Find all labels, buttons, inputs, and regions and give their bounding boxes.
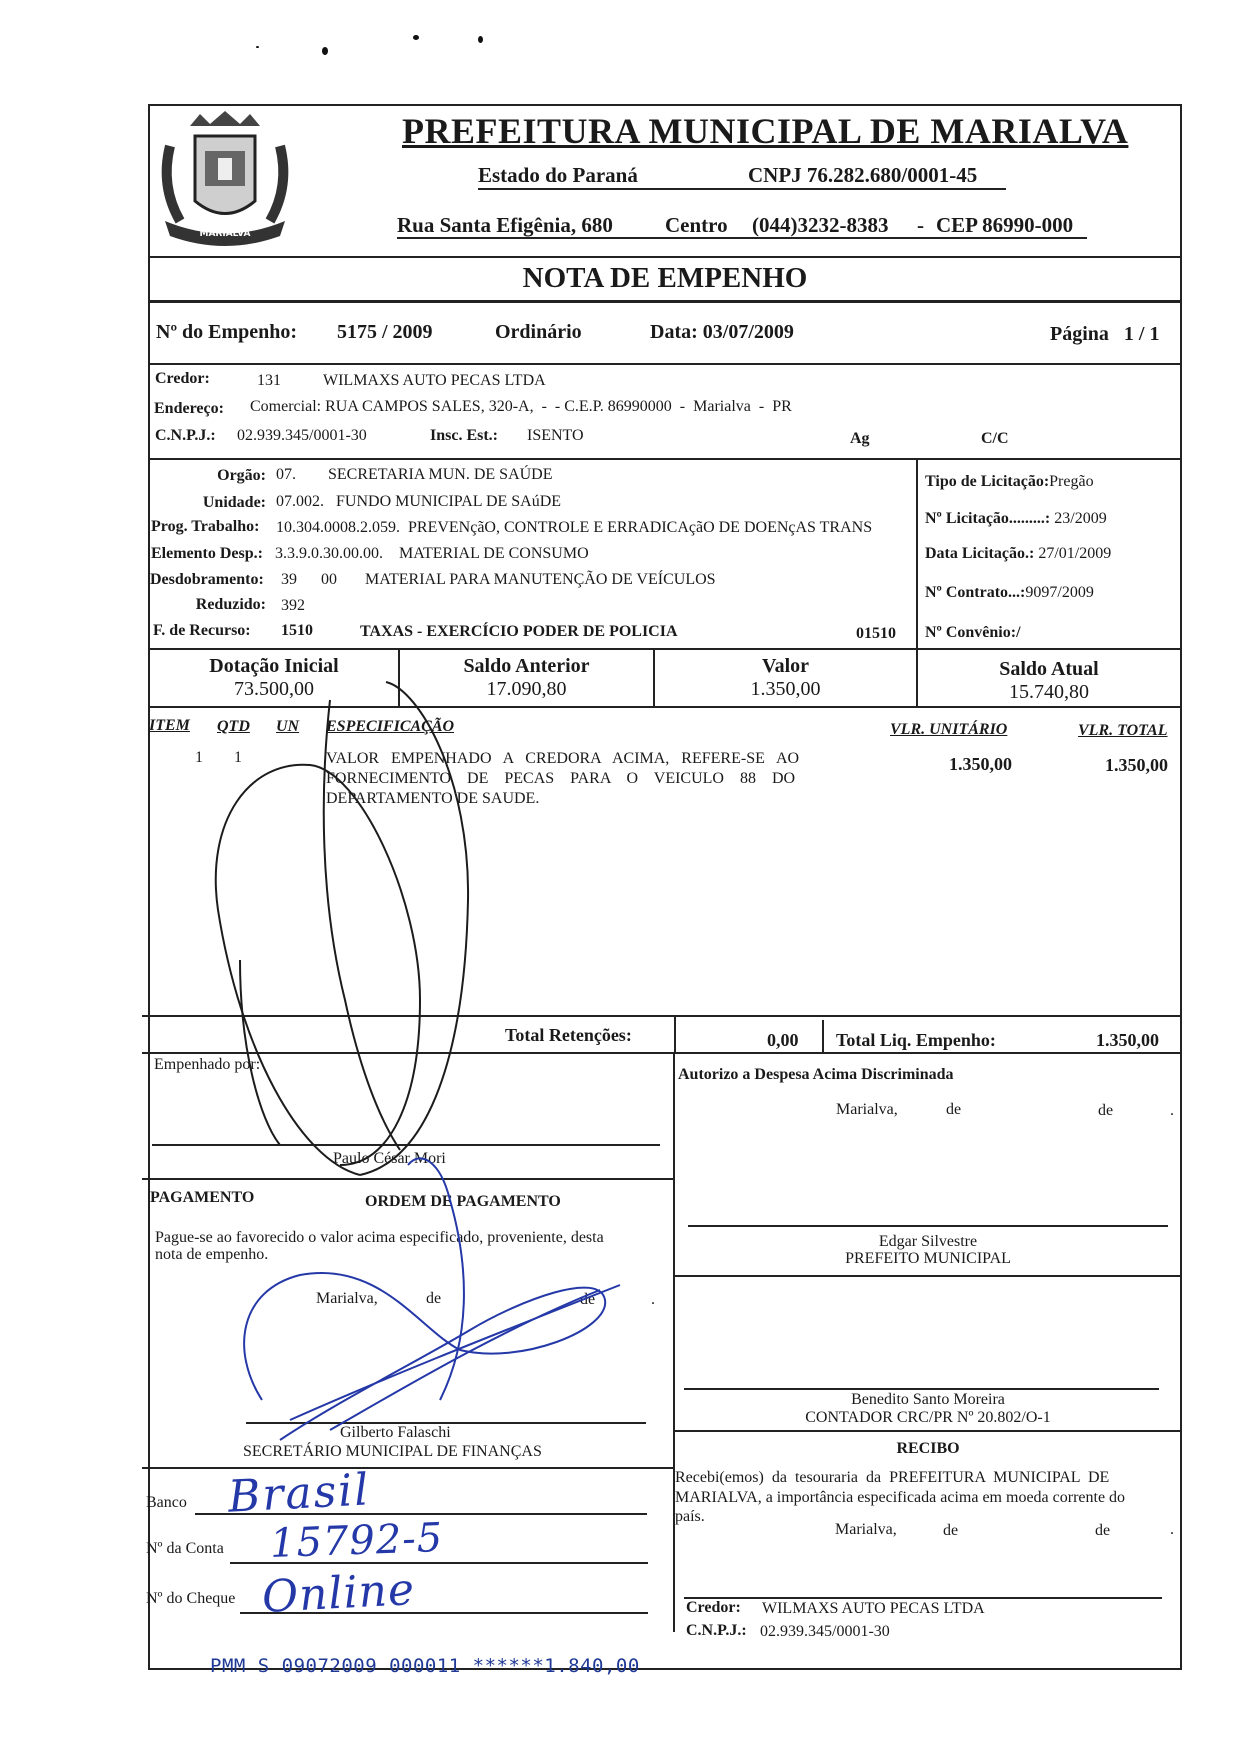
orgao-label: Orgão: <box>217 467 266 484</box>
col-qtd: QTD <box>217 718 250 735</box>
pagamento-label: PAGAMENTO <box>150 1189 255 1206</box>
item-number: 1 <box>195 749 203 766</box>
contador-role: CONTADOR CRC/PR Nº 20.802/O-1 <box>805 1409 1051 1426</box>
total-retencoes-label: Total Retenções: <box>505 1025 632 1045</box>
prog-label: Prog. Trabalho: <box>151 518 260 535</box>
page-number: Página 1 / 1 <box>1050 323 1160 345</box>
reduzido-label: Reduzido: <box>195 596 266 613</box>
ag-label: Ag <box>850 430 870 447</box>
address-label: Endereço: <box>154 400 224 417</box>
prog-value: 10.304.0008.2.059. PREVENçãO, CONTROLE E ERRADICAçãO DE DOENçAS TRANS <box>276 519 873 536</box>
autorizo-dot: . <box>1170 1102 1174 1119</box>
licitacao-numero: Nº Licitação.........: 23/2009 <box>925 510 1107 527</box>
signature-stroke <box>290 1285 620 1420</box>
credor-code: 131 <box>257 372 281 389</box>
signature-stroke <box>324 700 400 1150</box>
fonte-label: F. de Recurso: <box>153 622 251 639</box>
recibo-de1: de <box>943 1522 959 1539</box>
total-retencoes-value: 0,00 <box>767 1030 799 1050</box>
empenho-type: Ordinário <box>495 321 582 343</box>
elemento-label: Elemento Desp.: <box>151 545 263 562</box>
prefeito-name: Edgar Silvestre <box>878 1233 978 1250</box>
unidade-label: Unidade: <box>202 494 266 511</box>
item-qtd: 1 <box>234 749 242 766</box>
recibo-text-line1: Recebi(emos) da tesouraria da PREFEITURA MUNICIPAL DE <box>675 1469 1110 1486</box>
licitacao-tipo: Tipo de Licitação:Pregão <box>925 473 1094 490</box>
signature-stroke <box>216 765 420 1175</box>
recibo-title: RECIBO <box>896 1440 960 1457</box>
credor-address: Comercial: RUA CAMPOS SALES, 320-A, - - C.E.P. 86990000 - Marialva - PR <box>250 398 792 415</box>
saldo-dotacao-inicial: Dotação Inicial 73.500,00 <box>209 655 339 700</box>
recibo-text-line2: MARIALVA, a importância especificada acima em moeda corrente do <box>675 1489 1126 1506</box>
header-state: Estado do Paraná <box>478 163 638 187</box>
convenio: Nº Convênio:/ <box>925 624 1021 641</box>
licitacao-data: Data Licitação.: 27/01/2009 <box>925 545 1112 562</box>
autorizo-city: Marialva, <box>836 1101 898 1118</box>
empenhado-label: Empenhado por: <box>154 1056 261 1073</box>
saldo-atual: Saldo Atual 15.740,80 <box>999 658 1099 703</box>
empenho-number: 5175 / 2009 <box>337 321 433 343</box>
autorizo-label: Autorizo a Despesa Acima Discriminada <box>678 1066 954 1083</box>
fonte-value: 1510 <box>281 622 313 639</box>
recibo-cnpj: 02.939.345/0001-30 <box>760 1623 890 1640</box>
handwritten-conta: 15792-5 <box>269 1514 444 1568</box>
header-title: PREFEITURA MUNICIPAL DE MARIALVA <box>402 111 1129 151</box>
empenho-date: Data: 03/07/2009 <box>650 321 794 343</box>
signature-stroke <box>330 1290 600 1430</box>
recibo-city: Marialva, <box>835 1521 897 1538</box>
contador-name: Benedito Santo Moreira <box>851 1391 1005 1408</box>
signature-stroke <box>244 1273 605 1440</box>
contrato: Nº Contrato...:9097/2009 <box>925 584 1094 601</box>
header-phone: (044)3232-8383 <box>752 213 889 237</box>
desdobramento-value: 39 00 MATERIAL PARA MANUTENÇÃO DE VEÍCULOS <box>281 571 716 588</box>
signature-stroke <box>360 682 468 1175</box>
secretario-role: SECRETÁRIO MUNICIPAL DE FINANÇAS <box>243 1443 542 1460</box>
total-liquido-value: 1.350,00 <box>1096 1030 1159 1050</box>
saldo-valor: Valor 1.350,00 <box>750 655 821 700</box>
col-item: ITEM <box>149 717 190 734</box>
credor-name: WILMAXS AUTO PECAS LTDA <box>323 372 546 389</box>
col-total: VLR. TOTAL <box>1078 722 1168 739</box>
fonte-code: 01510 <box>856 625 896 642</box>
recibo-credor-name: WILMAXS AUTO PECAS LTDA <box>762 1600 985 1617</box>
pagamento-text-line1: Pague-se ao favorecido o valor acima especificado, proveniente, desta <box>155 1229 604 1246</box>
credor-cnpj: 02.939.345/0001-30 <box>237 427 367 444</box>
signature-stroke <box>408 1158 464 1400</box>
item-spec-line1: VALOR EMPENHADO A CREDORA ACIMA, REFERE-SE AO <box>326 750 800 767</box>
total-liquido-label: Total Liq. Empenho: <box>836 1030 996 1050</box>
insc-label: Insc. Est.: <box>430 427 499 444</box>
pagamento-de2: de <box>580 1291 596 1308</box>
item-unit-value: 1.350,00 <box>949 754 1012 774</box>
banco-label: Banco <box>146 1494 187 1511</box>
fonte-desc: TAXAS - EXERCÍCIO PODER DE POLICIA <box>360 623 678 640</box>
reduzido-value: 392 <box>281 597 305 614</box>
ordem-pagamento-label: ORDEM DE PAGAMENTO <box>365 1193 561 1210</box>
handwritten-cheque: Online <box>260 1564 417 1623</box>
conta-label: Nº da Conta <box>146 1540 224 1557</box>
svg-text:MARIALVA: MARIALVA <box>199 229 251 239</box>
pagamento-text-line2: nota de empenho. <box>155 1246 269 1263</box>
desdobramento-label: Desdobramento: <box>150 571 264 588</box>
handwritten-banco: Brasil <box>226 1464 372 1523</box>
prefeito-role: PREFEITO MUNICIPAL <box>845 1250 1011 1267</box>
cheque-label: Nº do Cheque <box>146 1590 236 1607</box>
autorizo-de2: de <box>1098 1102 1114 1119</box>
header-dash: - <box>917 213 924 237</box>
col-spec: ESPECIFICAÇÃO <box>326 718 455 735</box>
header-district: Centro <box>665 213 728 237</box>
cc-label: C/C <box>981 430 1009 447</box>
recibo-dot: . <box>1170 1521 1174 1538</box>
insc-value: ISENTO <box>527 427 584 444</box>
header-address: Rua Santa Efigênia, 680 <box>397 213 613 237</box>
bank-stamp: PMM S 09072009 000011 ******1.840,00 <box>210 1655 640 1677</box>
cnpj-label: C.N.P.J.: <box>155 427 216 444</box>
recibo-de2: de <box>1095 1522 1111 1539</box>
item-spec-line2: FORNECIMENTO DE PECAS PARA O VEICULO 88 DO <box>326 770 796 787</box>
signature-stroke <box>240 960 280 1145</box>
col-unit: VLR. UNITÁRIO <box>890 721 1008 738</box>
header-cnpj: CNPJ 76.282.680/0001-45 <box>748 163 978 187</box>
elemento-value: 3.3.9.0.30.00.00. MATERIAL DE CONSUMO <box>275 545 589 562</box>
empenho-label: Nº do Empenho: <box>156 321 298 343</box>
col-un: UN <box>276 718 300 735</box>
pagamento-city: Marialva, <box>316 1290 378 1307</box>
recibo-text-line3: país. <box>675 1508 705 1525</box>
pagamento-de1: de <box>426 1290 442 1307</box>
item-total-value: 1.350,00 <box>1105 755 1168 775</box>
orgao-value: 07. SECRETARIA MUN. DE SAÚDE <box>276 466 553 483</box>
secretario-name: Gilberto Falaschi <box>340 1424 451 1441</box>
credor-label: Credor: <box>155 370 210 387</box>
empenhado-name: Paulo César Mori <box>333 1150 446 1167</box>
item-spec-line3: DEPARTAMENTO DE SAUDE. <box>326 790 540 807</box>
recibo-credor-label: Credor: <box>686 1599 741 1616</box>
saldo-anterior: Saldo Anterior 17.090,80 <box>463 655 590 700</box>
unidade-value: 07.002. FUNDO MUNICIPAL DE SAúDE <box>276 493 562 510</box>
pagamento-dot: . <box>651 1291 655 1308</box>
recibo-cnpj-label: C.N.P.J.: <box>686 1622 747 1639</box>
autorizo-de1: de <box>946 1101 962 1118</box>
header-cep: CEP 86990-000 <box>936 213 1074 237</box>
doc-title: NOTA DE EMPENHO <box>522 262 808 294</box>
